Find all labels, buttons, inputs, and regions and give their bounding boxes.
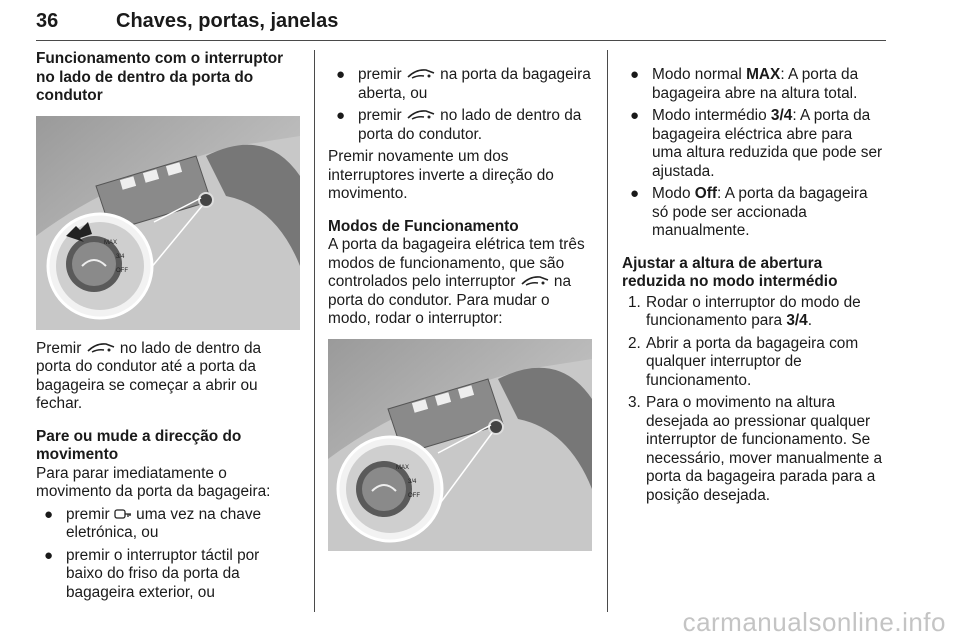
list-item: ● premir na porta da bagageira aberta, ou [336,66,591,102]
column-divider [607,50,608,612]
paragraph: Para parar imediatamente o movimento da porta da bagageira: [36,464,271,500]
off-label: OFF [116,267,128,274]
list-item: ● Modo Off: A porta da bagageira só pode ser accionada manualmente. [630,185,868,239]
max-label: MAX [396,464,410,471]
list-item: 2. Abrir a porta da bagageira com qualquer interruptor de funcionamento. [628,334,859,389]
page-number: 36 [36,10,59,32]
list-item: ● premir uma vez na chave eletrónica, ou [44,505,262,541]
paragraph: A porta da bagageira elétrica tem três modos de funcionamento, que são controlados pelo interruptor na porta do condutor. Para mudar o modo, rodar o interruptor: [328,236,585,327]
three-quarter-label: 3/4 [116,253,125,260]
column-2 [328,50,592,551]
list-item: 3. Para o movimento na altura desejada ao pressionar qualquer interruptor de funcionamento. Se necessário, mover manualmente a porta da bagageira parada para a posição desejada. [628,394,883,504]
bullet-list [36,506,300,603]
list-item: ● Modo intermédio 3/4: A porta da bagageira eléctrica abre para uma altura reduzida que pode ser ajustada. [630,107,883,180]
header-rule [36,40,886,41]
subheading: Pare ou mude a direcção do movimento [36,427,242,463]
subheading: Ajustar a altura de abertura reduzida no modo intermédio [622,254,838,290]
list-item: ● Modo normal MAX: A porta da bagageira abre na altura total. [630,66,859,102]
column-divider [314,50,315,612]
paragraph: Premir novamente um dos interruptores inverte a direção do movimento. [328,148,554,202]
page-header [36,0,886,40]
list-item: ● premir o interruptor táctil por baixo do friso da porta da bagageira exterior, ou [44,546,260,601]
watermark: carmanualsonline.info [682,607,946,637]
bullet-list [622,66,886,241]
section-title: Chaves, portas, janelas [116,10,339,32]
column-3 [622,50,886,509]
mode-switch-illustration [328,339,592,551]
list-item: 1. Rodar o interruptor do modo de funcionamento para 3/4. [628,293,861,329]
step-list [622,294,886,506]
max-label: MAX [104,239,118,246]
paragraph: Premir no lado de dentro da porta do condutor até a porta da bagageira se começar a abrir ou fechar. [36,339,262,412]
tailgate-icon [406,108,436,122]
subheading: Modos de Funcionamento [328,217,519,235]
column-1 [36,50,300,606]
tailgate-icon [406,67,436,81]
section-heading: Funcionamento com o interruptor no lado de dentro da porta do condutor [36,50,284,104]
tailgate-icon [86,341,116,355]
off-label: OFF [408,492,420,499]
door-switch-illustration [36,116,300,330]
list-item: ● premir no lado de dentro da porta do condutor. [336,107,582,143]
three-quarter-label: 3/4 [408,478,417,485]
bullet-list [328,66,592,144]
key-fob-icon [114,507,132,521]
tailgate-icon [520,274,550,288]
